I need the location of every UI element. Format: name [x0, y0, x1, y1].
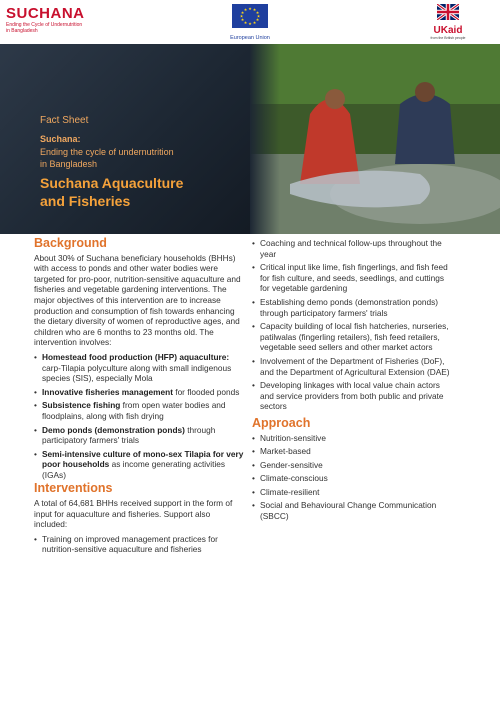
list-item — [34, 387, 244, 398]
svg-text:★: ★ — [248, 21, 252, 26]
background-heading: Background — [34, 236, 107, 250]
list-item — [252, 297, 452, 318]
eu-label: European Union — [230, 35, 270, 41]
list-item-text: Climate-conscious — [260, 473, 328, 484]
bullet-icon: • — [252, 473, 255, 484]
list-item — [34, 534, 244, 555]
list-item-bold: Semi-intensive culture of mono-sex Tilapia for very poor households — [42, 448, 244, 470]
bullet-icon: • — [252, 459, 255, 470]
interventions-heading: Interventions — [34, 481, 113, 496]
bullet-icon: • — [34, 533, 37, 544]
list-item — [252, 473, 452, 484]
list-item — [34, 352, 244, 384]
bullet-icon: • — [252, 380, 255, 391]
background-list — [34, 352, 244, 481]
bullet-icon: • — [252, 432, 255, 443]
bullet-icon: • — [252, 486, 255, 497]
svg-text:★: ★ — [252, 19, 257, 25]
list-item-bold: Homestead food production (HFP) aquaculture: — [42, 351, 230, 362]
subtitle-line2: in Bangladesh — [40, 159, 98, 169]
list-item — [252, 380, 452, 412]
list-item-bold: Subsistence fishing — [42, 400, 121, 411]
page-title-line2: and Fisheries — [40, 193, 131, 209]
support-list — [252, 238, 452, 412]
list-item-bold: Innovative fisheries management — [42, 386, 173, 397]
ukaid-logo — [430, 4, 466, 40]
list-item-text: Establishing demo ponds (demonstration ponds) through participatory farmers' trials — [260, 296, 439, 318]
list-item-text: carp-Tilapia polyculture along with small indigenous species (SIS), especially Mola — [42, 362, 232, 384]
page-title-line1: Suchana Aquaculture — [40, 175, 184, 191]
list-item — [252, 262, 452, 294]
fishing-photo — [250, 44, 500, 234]
suchana-logo — [6, 6, 86, 34]
list-item-text: Training on improved management practices for nutrition-sensitive aquaculture and fisheries — [42, 533, 218, 555]
ukaid-word: UKaid — [433, 25, 463, 36]
svg-text:★: ★ — [243, 7, 248, 13]
bullet-icon: • — [252, 238, 255, 248]
svg-text:★: ★ — [255, 10, 260, 15]
list-item — [252, 460, 452, 471]
bullet-icon: • — [252, 296, 255, 307]
bullet-icon: • — [34, 400, 37, 411]
page-title — [40, 174, 240, 210]
svg-text:★: ★ — [248, 6, 252, 11]
list-item — [34, 449, 244, 481]
svg-text:★: ★ — [256, 13, 261, 19]
list-item-text: Involvement of the Department of Fisheries (DoF), and the Department of Agricultural Extension (DAE) — [260, 355, 450, 377]
suchana-logo-word: SUCHANA — [6, 5, 85, 22]
approach-list — [252, 433, 452, 522]
list-item — [252, 446, 452, 457]
suchana-logo-tagline: Ending the Cycle of Undernutrition in Bangladesh — [6, 22, 83, 34]
union-jack-icon — [437, 4, 459, 20]
eu-logo — [228, 4, 272, 41]
list-item-text: Market-based — [260, 446, 311, 457]
list-item-text: as income generating activities (IGAs) — [42, 459, 226, 480]
svg-text:★: ★ — [252, 7, 257, 13]
eu-flag-icon — [232, 4, 268, 28]
interventions-intro: A total of 64,681 BHHs received support in the form of input for aquaculture and fisheries. Support also included: — [34, 498, 233, 530]
list-item — [252, 238, 452, 259]
bullet-icon: • — [34, 424, 37, 435]
subtitle-line1: Ending the cycle of undernutrition — [40, 147, 174, 157]
bullet-icon: • — [252, 446, 255, 457]
list-item-text: Nutrition-sensitive — [260, 432, 326, 443]
bullet-icon: • — [252, 500, 255, 511]
svg-text:★: ★ — [240, 17, 245, 22]
list-item-text: Critical input like lime, fish fingerlings, and fish feed for fish culture, and seeds, seedlings, and cuttings for vegetable gardening — [260, 262, 448, 294]
list-item — [252, 433, 452, 444]
svg-text:★: ★ — [239, 13, 244, 19]
header-bar — [0, 0, 500, 44]
list-item-text: Social and Behavioural Change Communication (SBCC) — [260, 500, 437, 522]
list-item — [252, 500, 452, 521]
list-item-text: Climate-resilient — [260, 486, 320, 497]
list-item-bold: Demo ponds (demonstration ponds) — [42, 424, 185, 435]
interventions-list — [34, 534, 244, 555]
approach-heading: Approach — [252, 415, 311, 430]
list-item-text: for flooded ponds — [172, 386, 240, 397]
list-item — [34, 400, 244, 421]
fact-sheet-label: Fact Sheet — [40, 115, 89, 126]
list-item — [252, 487, 452, 498]
bullet-icon: • — [252, 355, 255, 366]
list-item-text: Gender-sensitive — [260, 459, 323, 470]
bullet-icon: • — [34, 448, 37, 459]
list-item-text: Developing linkages with local value chain actors and service providers from both public and private sectors — [260, 380, 444, 412]
bullet-icon: • — [34, 386, 37, 397]
hero-banner — [0, 44, 500, 234]
list-item — [252, 356, 452, 377]
svg-text:★: ★ — [255, 17, 260, 22]
bullet-icon: • — [252, 262, 255, 273]
left-column — [34, 238, 244, 558]
right-column — [252, 238, 452, 525]
bullet-icon: • — [34, 351, 37, 362]
list-item-text: Coaching and technical follow-ups throughout the year — [260, 238, 442, 259]
background-intro: About 30% of Suchana beneficiary households (BHHs) with access to ponds and other water bodies were targeted for pro-poor, nutrition-sensitive aquaculture and fisheries and vegetable gardening interventions. The major objectives of this intervention are to increase production and consumption of fish towards enhancing the dietary diversity of women of reproductive ages, and children who are 6 months to 23 months old. The intervention involves: — [34, 252, 241, 348]
list-item — [252, 321, 452, 353]
subtitle-bold: Suchana: — [40, 134, 81, 144]
svg-text:★: ★ — [243, 19, 248, 25]
list-item — [34, 425, 244, 446]
bullet-icon: • — [252, 321, 255, 332]
list-item-text: Capacity building of local fish hatcheries, nurseries, patilwalas (fingerling retailers), fish feed retailers, vegetable seed sellers and other market actors — [260, 321, 449, 353]
ukaid-tagline: from the British people — [430, 36, 466, 40]
list-item-text: through participatory farmers' trials — [42, 424, 216, 446]
svg-text:★: ★ — [240, 10, 245, 15]
list-item-text: from open water bodies and floodplains, along with fish drying — [42, 400, 226, 421]
